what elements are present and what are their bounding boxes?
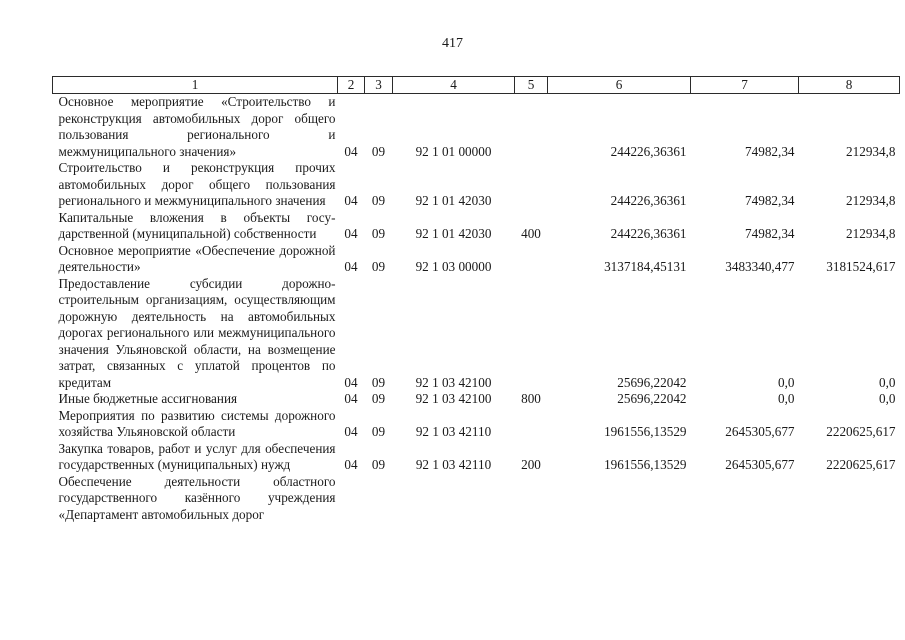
- table-row: [53, 474, 900, 524]
- table-row: [53, 210, 900, 243]
- amount-col6: 244226,36361: [610, 226, 687, 241]
- section-code: [338, 474, 365, 524]
- amount-col7: 3483340,477: [725, 259, 795, 274]
- amount-col7: 2645305,677: [725, 424, 795, 439]
- expense-type-code: [515, 243, 548, 276]
- budget-table: [52, 76, 900, 523]
- table-row: [53, 94, 900, 161]
- subsection-code: [365, 474, 393, 524]
- amount-col8: 3181524,617: [826, 259, 896, 274]
- expense-type-code: [515, 474, 548, 524]
- row-name: Закупка товаров, работ и услуг для обеспечения государственных (муниципальных) нужд: [58, 440, 336, 472]
- target-article-code: 92 1 01 42030: [415, 193, 492, 208]
- table-row: [53, 243, 900, 276]
- amount-col7: 74982,34: [745, 226, 795, 241]
- column-header: 6: [548, 77, 691, 94]
- amount-col6: 25696,22042: [617, 374, 687, 390]
- amount-col6: 244226,36361: [610, 143, 687, 159]
- column-header: 2: [338, 77, 365, 94]
- amount-col8: 212934,8: [846, 193, 896, 208]
- amount-col6: 1961556,13529: [604, 424, 687, 439]
- section-code: 04: [344, 374, 358, 390]
- row-name: Основное мероприятие «Обеспечение дорожной деятельности»: [58, 242, 336, 274]
- amount-col8: 0,0: [879, 374, 896, 390]
- expense-type-code: [515, 408, 548, 441]
- section-code: 04: [344, 193, 358, 208]
- target-article-code: 92 1 03 00000: [415, 259, 492, 274]
- target-article-code: 92 1 01 42030: [415, 226, 492, 241]
- amount-col8: 212934,8: [846, 226, 896, 241]
- section-code: 04: [344, 391, 358, 406]
- column-header: 8: [799, 77, 900, 94]
- amount-col8: 0,0: [879, 391, 896, 406]
- amount-col8: 212934,8: [846, 143, 896, 159]
- section-code: 04: [344, 226, 358, 241]
- column-header: 7: [691, 77, 799, 94]
- section-code: 04: [344, 424, 358, 439]
- expense-type-code: 800: [521, 391, 541, 406]
- target-article-code: 92 1 03 42110: [415, 457, 492, 472]
- expense-type-code: 200: [521, 457, 541, 472]
- subsection-code: 09: [371, 143, 386, 159]
- amount-col7: 74982,34: [745, 193, 795, 208]
- target-article-code: 92 1 03 42100: [415, 374, 492, 390]
- section-code: 04: [344, 457, 358, 472]
- subsection-code: 09: [371, 391, 386, 406]
- amount-col6: 25696,22042: [617, 391, 687, 406]
- amount-col6: 1961556,13529: [604, 457, 687, 472]
- row-name: Основное мероприятие «Строительство и реконструкция автомобильных дорог общего пользования регионального и межмуниципального значения»: [58, 94, 336, 159]
- subsection-code: 09: [371, 226, 386, 241]
- table-row: [53, 160, 900, 210]
- table-row: [53, 391, 900, 408]
- subsection-code: 09: [371, 374, 386, 390]
- row-name: Мероприятия по развитию системы дорожного хозяйства Ульяновской области: [58, 407, 336, 439]
- amount-col7: 2645305,677: [725, 457, 795, 472]
- row-name: Капитальные вложения в объекты государственной (муниципальной) собственности: [58, 209, 336, 241]
- row-name: Строительство и реконструкция прочих автомобильных дорог общего пользования регионального и межмуниципального значения: [58, 160, 336, 208]
- table-header: [53, 77, 900, 94]
- expense-type-code: [515, 160, 548, 210]
- column-header: 4: [393, 77, 515, 94]
- target-article-code: 92 1 03 42110: [415, 424, 492, 439]
- subsection-code: 09: [371, 259, 386, 274]
- target-article-code: 92 1 01 00000: [415, 143, 492, 159]
- column-header: 1: [53, 77, 338, 94]
- row-name: Иные бюджетные ассигнования: [58, 391, 238, 406]
- subsection-code: 09: [371, 193, 386, 208]
- expense-type-code: [515, 94, 548, 161]
- expense-type-code: [515, 276, 548, 392]
- expense-type-code: 400: [521, 226, 541, 241]
- subsection-code: 09: [371, 424, 386, 439]
- page-number: 417: [442, 36, 463, 51]
- table-row: [53, 441, 900, 474]
- amount-col7: 0,0: [778, 374, 795, 390]
- target-article-code: [393, 474, 515, 524]
- column-header: 3: [365, 77, 393, 94]
- section-code: 04: [344, 143, 358, 159]
- table-row: [53, 408, 900, 441]
- target-article-code: 92 1 03 42100: [415, 391, 492, 406]
- amount-col7: 74982,34: [745, 143, 795, 159]
- amount-col8: 2220625,617: [826, 457, 896, 472]
- amount-col7: 0,0: [778, 391, 795, 406]
- header-row: [53, 77, 900, 94]
- subsection-code: 09: [371, 457, 386, 472]
- section-code: 04: [344, 259, 358, 274]
- row-name: Предоставление субсидии дорожностроительным организациям, осуществляющим дорожную деятельность на автомобильных дорогах регионального или межмуниципального значения Ульяновской области, на возмещение затрат, связанных с уплатой процентов по кредитам: [58, 275, 336, 390]
- table-row: [53, 276, 900, 392]
- amount-col8: [799, 474, 900, 524]
- table-body: [53, 94, 900, 524]
- amount-col6: 244226,36361: [610, 193, 687, 208]
- amount-col8: 2220625,617: [826, 424, 896, 439]
- column-header: 5: [515, 77, 548, 94]
- amount-col7: [691, 474, 799, 524]
- amount-col6: [548, 474, 691, 524]
- row-name: Обеспечение деятельности областного государственного казённого учреждения «Департамент автомобильных дорог: [58, 473, 336, 522]
- amount-col6: 3137184,45131: [604, 259, 687, 274]
